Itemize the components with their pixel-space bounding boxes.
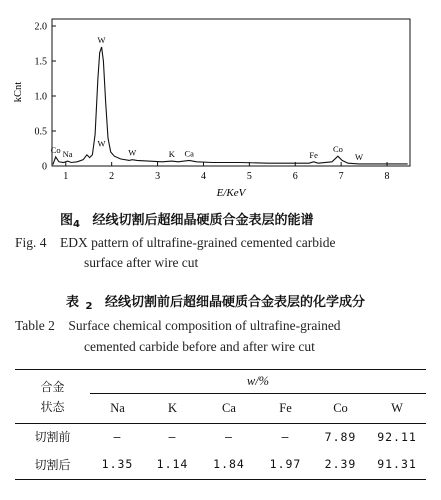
peak-label: W xyxy=(128,147,137,158)
figure-caption-en-line1: Fig. 4 EDX pattern of ultrafine-grained cemented carbide xyxy=(15,235,336,250)
y-tick-label: 1.5 xyxy=(34,56,47,68)
peak-label: Co xyxy=(332,144,343,155)
unit-header: w/% xyxy=(90,370,426,394)
peak-label: Na xyxy=(62,149,73,160)
table-cell: 1.14 xyxy=(156,457,189,472)
y-tick-label: 1.0 xyxy=(34,91,47,103)
x-tick-label: 7 xyxy=(338,171,344,182)
x-tick-label: 6 xyxy=(292,171,298,182)
figure-caption-en-line2: surface after wire cut xyxy=(84,255,199,270)
peak-labels xyxy=(51,35,363,162)
table-cell: — xyxy=(281,429,290,444)
figure-cn-prefix: 图 xyxy=(60,213,74,228)
peak-label: Co xyxy=(50,144,61,155)
table-cn-number: 2 xyxy=(85,301,93,312)
peak-label: W xyxy=(355,151,364,162)
x-tick-label: 5 xyxy=(246,171,252,182)
y-tick-label: 0.5 xyxy=(34,126,47,138)
y-axis-label: kCnt xyxy=(13,81,24,103)
table-caption-cn xyxy=(66,291,365,312)
column-header: W xyxy=(391,401,403,415)
column-header: K xyxy=(167,401,178,415)
figure-cn-title: 经线切割后超细晶硬质合金表层的能谱 xyxy=(92,213,314,228)
composition-table-wrap xyxy=(15,369,426,480)
composition-table xyxy=(15,369,426,480)
table-cn-title: 经线切割前后超细晶硬质合金表层的化学成分 xyxy=(105,295,366,310)
column-header: Fe xyxy=(279,401,292,415)
peak-label: Ca xyxy=(184,148,194,159)
x-tick-label: 1 xyxy=(63,171,69,182)
table-caption-en-line2: cemented carbide before and after wire cut xyxy=(84,339,315,354)
table-cell: — xyxy=(225,429,233,444)
column-header: Ca xyxy=(222,401,236,415)
table-cell: 92.11 xyxy=(377,429,417,444)
x-tick-label: 3 xyxy=(155,171,161,182)
table-row xyxy=(15,424,426,450)
y-tick-label: 0 xyxy=(42,161,47,173)
table-cn-prefix: 表 xyxy=(66,295,80,310)
x-axis-ticks xyxy=(63,162,389,182)
table-stub-header xyxy=(15,370,90,424)
spectrum-line xyxy=(50,47,408,165)
row-label: 切割前 xyxy=(34,430,71,445)
table-cell: 1.97 xyxy=(269,457,302,472)
plot-frame xyxy=(52,19,410,166)
figure-caption-cn xyxy=(60,209,314,230)
figure-cn-number: 4 xyxy=(73,219,80,230)
table-cell: 91.31 xyxy=(377,457,417,472)
table-cell: 7.89 xyxy=(324,429,357,444)
table-cell: 1.84 xyxy=(213,457,245,472)
x-axis-label: E/KeV xyxy=(216,187,246,199)
table-row xyxy=(15,450,426,480)
edx-spectrum-chart xyxy=(0,0,441,205)
peak-label: K xyxy=(168,149,175,160)
x-tick-label: 4 xyxy=(200,171,206,182)
peak-label: W xyxy=(97,35,106,45)
x-tick-label: 2 xyxy=(109,171,115,182)
stub-header-line2: 状态 xyxy=(40,399,65,414)
table-cell: — xyxy=(168,429,177,444)
peak-label: W xyxy=(97,138,106,149)
y-tick-label: 2.0 xyxy=(34,21,47,33)
column-header: Co xyxy=(333,401,348,415)
table-cell: — xyxy=(113,429,122,444)
table-caption-en-line1: Table 2 Surface chemical composition of ultrafine-grained xyxy=(15,318,341,333)
row-label: 切割后 xyxy=(34,457,71,472)
stub-header-line1: 合金 xyxy=(40,379,65,394)
peak-label: Fe xyxy=(309,149,318,160)
x-tick-label: 8 xyxy=(384,171,390,182)
table-cell: 2.39 xyxy=(324,457,357,472)
table-cell: 1.35 xyxy=(101,457,134,472)
column-header: Na xyxy=(110,401,125,415)
